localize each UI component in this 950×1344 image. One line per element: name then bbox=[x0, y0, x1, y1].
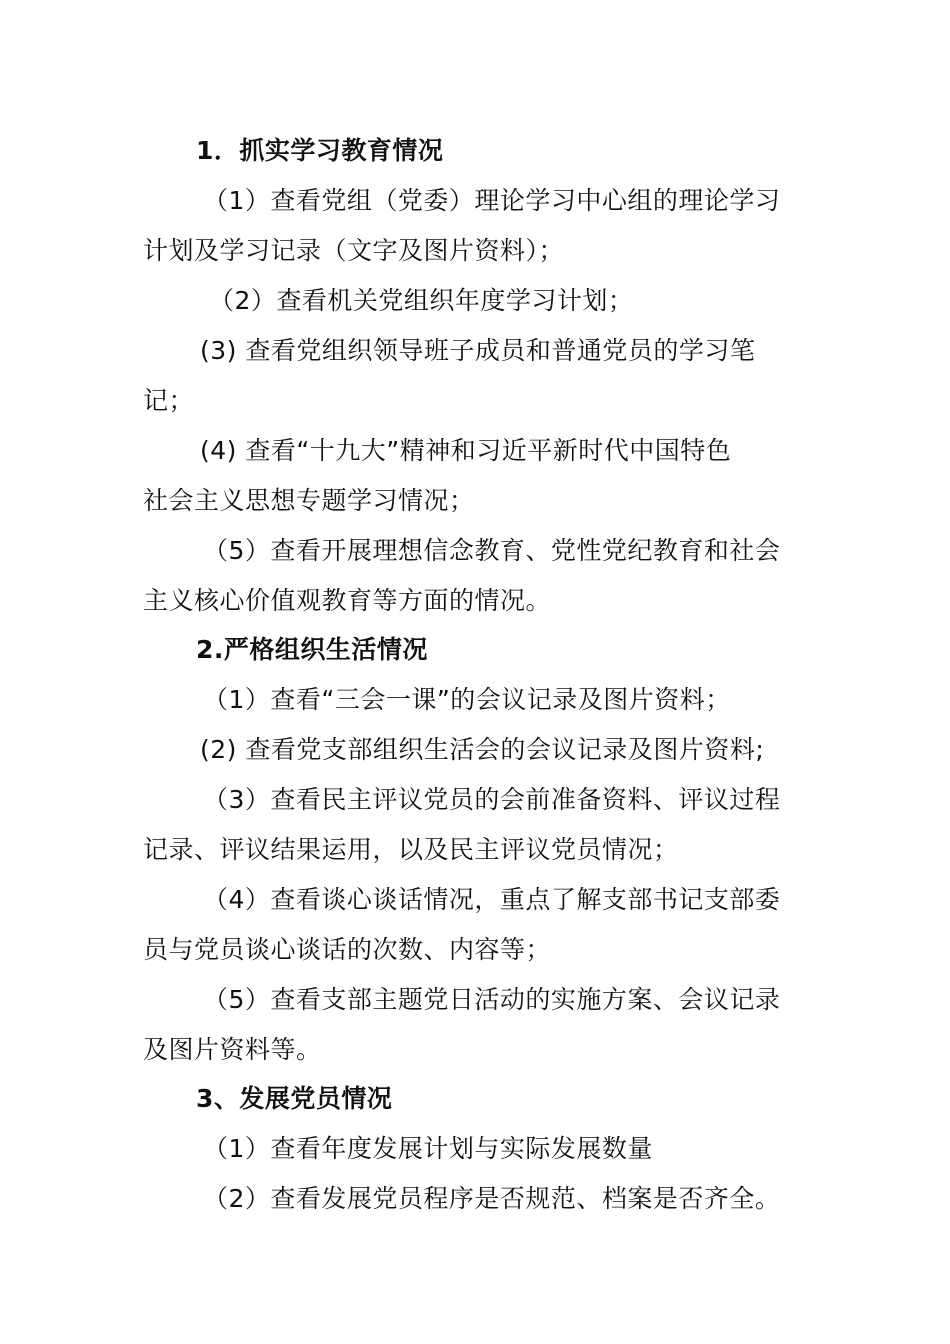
section-heading-3: 3、发展党员情况 bbox=[196, 1084, 393, 1113]
section-1-item-5-line-2: 主义核心价值观教育等方面的情况。 bbox=[143, 586, 552, 615]
section-1-item-4-line-1: (4) 查看“十九大”精神和习近平新时代中国特色 bbox=[200, 436, 732, 465]
section-heading-2: 2.严格组织生活情况 bbox=[196, 635, 428, 664]
section-2-item-3-line-2: 记录、评议结果运用，以及民主评议党员情况； bbox=[143, 835, 679, 864]
section-1-item-2-line-1: （2）查看机关党组织年度学习计划； bbox=[209, 286, 634, 315]
section-2-item-5-line-1: （5）查看支部主题党日活动的实施方案、会议记录 bbox=[203, 985, 781, 1014]
section-3-item-1-line-1: （1）查看年度发展计划与实际发展数量 bbox=[203, 1134, 653, 1163]
section-1-item-1-line-2: 计划及学习记录（文字及图片资料）； bbox=[143, 236, 565, 265]
section-heading-1: 1．抓实学习教育情况 bbox=[196, 136, 444, 165]
section-2-item-3-line-1: （3）查看民主评议党员的会前准备资料、评议过程 bbox=[203, 785, 781, 814]
section-1-item-1-line-1: （1）查看党组（党委）理论学习中心组的理论学习 bbox=[203, 186, 781, 215]
section-1-item-3-line-1: (3) 查看党组织领导班子成员和普通党员的学习笔 bbox=[200, 336, 756, 365]
section-1-item-5-line-1: （5）查看开展理想信念教育、党性党纪教育和社会 bbox=[203, 536, 781, 565]
section-2-item-1-line-1: （1）查看“三会一课”的会议记录及图片资料； bbox=[203, 685, 731, 714]
section-1-item-4-line-2: 社会主义思想专题学习情况； bbox=[143, 486, 475, 515]
section-1-item-3-line-2: 记； bbox=[143, 386, 195, 415]
section-2-item-4-line-2: 员与党员谈心谈话的次数、内容等； bbox=[143, 935, 552, 964]
section-2-item-4-line-1: （4）查看谈心谈话情况，重点了解支部书记支部委 bbox=[203, 885, 781, 914]
section-3-item-2-line-1: （2）查看发展党员程序是否规范、档案是否齐全。 bbox=[203, 1184, 781, 1213]
section-2-item-5-line-2: 及图片资料等。 bbox=[143, 1035, 322, 1064]
section-2-item-2-line-1: (2) 查看党支部组织生活会的会议记录及图片资料; bbox=[200, 735, 765, 764]
